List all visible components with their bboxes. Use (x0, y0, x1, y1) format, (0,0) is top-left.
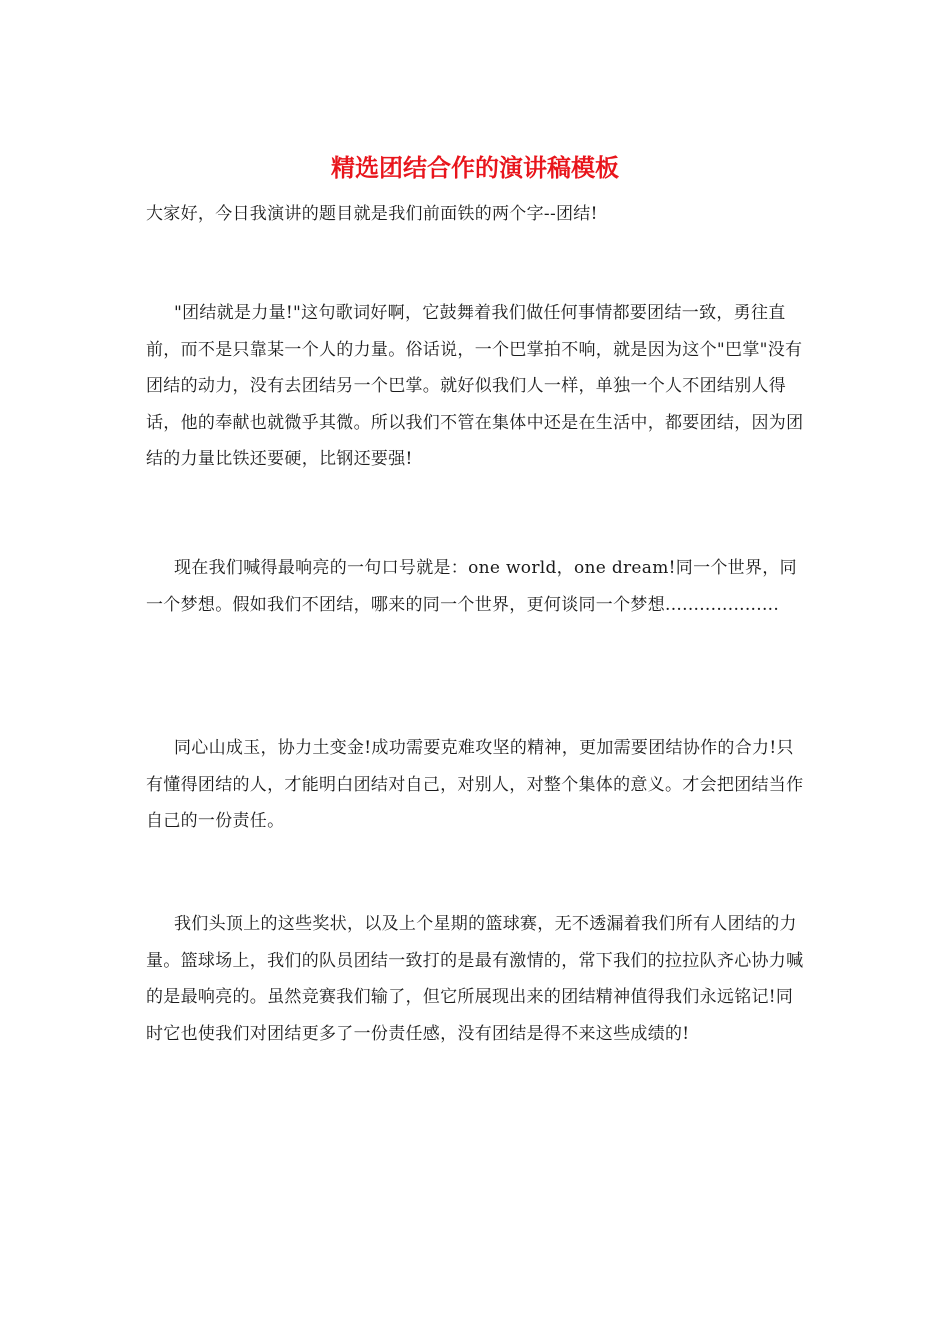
document-title: 精选团结合作的演讲稿模板 (331, 154, 619, 182)
body-paragraph-4: 我们头顶上的这些奖状，以及上个星期的篮球赛，无不透漏着我们所有人团结的力量。篮球场上，我们的队员团结一致打的是最有激情的，常下我们的拉拉队齐心协力喊的是最响亮的。虽然竞赛我们输了，但它所展现出来的团结精神值得我们永远铭记!同时它也使我们对团结更多了一份责任感，没有团结是得不来这些成绩的! (146, 914, 804, 1044)
body-paragraph-3: 同心山成玉，协力土变金!成功需要克难攻坚的精神，更加需要团结协作的合力!只有懂得团结的人，才能明白团结对自己，对别人，对整个集体的意义。才会把团结当作自己的一份责任。 (146, 738, 804, 832)
body-paragraph-2: 现在我们喊得最响亮的一句口号就是：one world，one dream!同一个世界，同一个梦想。假如我们不团结，哪来的同一个世界，更何谈同一个梦想.................... (146, 558, 797, 615)
intro-paragraph: 大家好，今日我演讲的题目就是我们前面铁的两个字--团结! (146, 204, 598, 224)
body-paragraph-1: "团结就是力量!"这句歌词好啊，它鼓舞着我们做任何事情都要团结一致，勇往直前，而不是只靠某一个人的力量。俗话说，一个巴掌拍不响，就是因为这个"巴掌"没有团结的动力，没有去团结另一个巴掌。就好似我们人一样，单独一个人不团结别人得话，他的奉献也就微乎其微。所以我们不管在集体中还是在生活中，都要团结，因为团结的力量比铁还要硬，比钢还要强! (146, 303, 804, 470)
